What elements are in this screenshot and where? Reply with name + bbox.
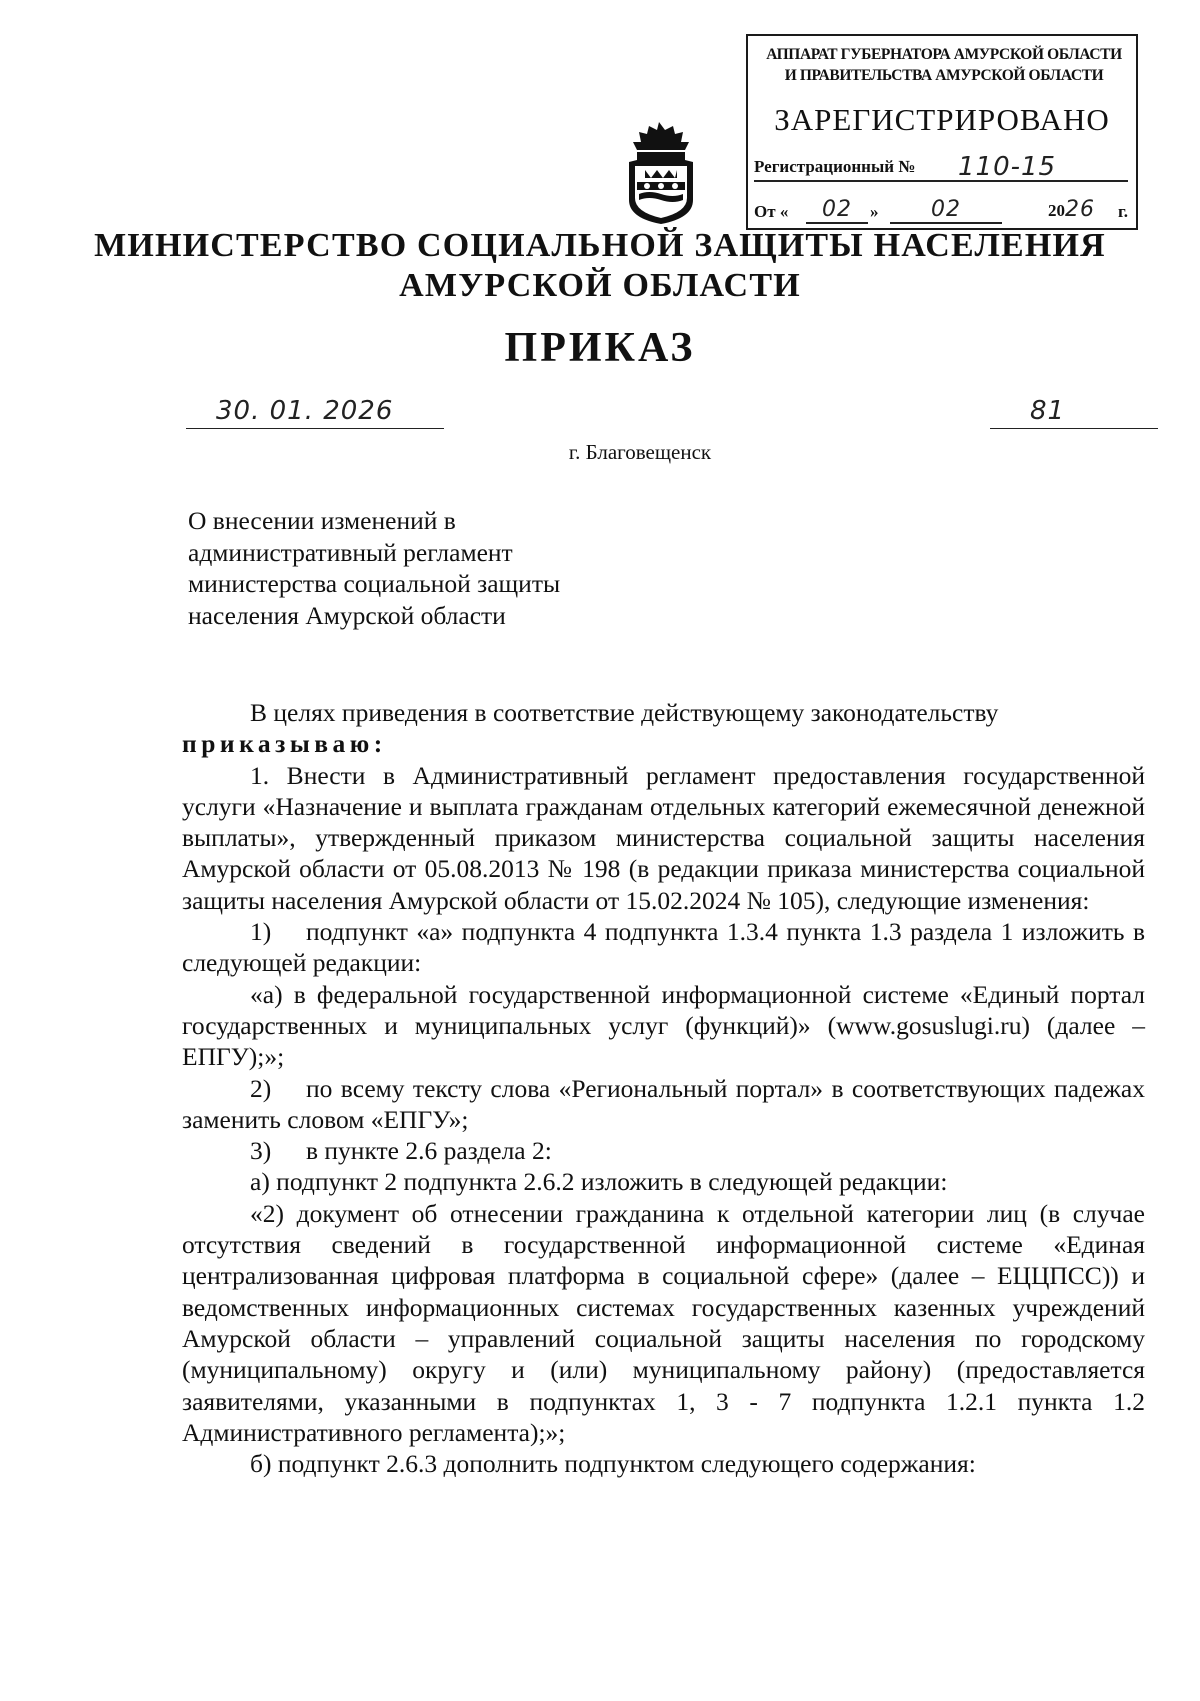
stamp-year-prefix: 20	[1048, 201, 1065, 220]
document-title: ПРИКАЗ	[504, 325, 696, 371]
stamp-date-year	[1048, 197, 1095, 222]
stamp-date-day: 02	[806, 197, 868, 224]
order-body	[182, 697, 1145, 1479]
item-2-number: 2)	[250, 1073, 272, 1103]
coat-of-arms-icon	[617, 120, 701, 226]
order-word: приказываю:	[182, 729, 387, 759]
stamp-reg-number-handwritten: 110-15	[958, 152, 1057, 182]
stamp-registered-label: ЗАРЕГИСТРИРОВАНО	[774, 102, 1110, 137]
stamp-date-quote: »	[870, 202, 879, 221]
stamp-date-g: г.	[1117, 202, 1128, 221]
subject-line3: министерства социальной защиты	[188, 569, 561, 598]
stamp-date-prefix: От «	[754, 202, 789, 221]
stamp-year-suffix: 26	[1065, 197, 1095, 222]
paragraph-1: 1. Внести в Административный регламент предоставления государственной услуги «Назначение и выплата гражданам отдельных категорий ежемесячной денежной выплаты», утвержденный приказом министерства социальной защиты населения Амурской области от 05.08.2013 № 198 (в редакции приказа министерства социальной защиты населения Амурской области от 15.02.2024 № 105), следующие изменения:	[182, 760, 1145, 915]
order-date-field	[186, 398, 444, 429]
subject-line1: О внесении изменений в	[188, 506, 456, 535]
intro-paragraph: В целях приведения в соответствие действующему законодательству	[250, 698, 999, 727]
ministry-name	[0, 226, 1200, 306]
stamp-org-line2: И ПРАВИТЕЛЬСТВА АМУРСКОЙ ОБЛАСТИ	[784, 67, 1104, 84]
subject-line4: населения Амурской области	[188, 600, 506, 630]
item-3b: б) подпункт 2.6.3 дополнить подпунктом следующего содержания:	[250, 1449, 976, 1479]
order-number-handwritten: 81	[1030, 396, 1066, 426]
order-date-handwritten: 30. 01. 2026	[216, 396, 394, 426]
item-1-quote: «а) в федеральной государственной информационной системе «Единый портал государственных и муниципальных услуг (функций)» (www.gosuslugi.ru) (далее – ЕПГУ);»;	[182, 979, 1145, 1072]
stamp-reg-number-label: Регистрационный №	[754, 157, 916, 176]
item-1	[182, 916, 1145, 979]
stamp-date-month: 02	[890, 197, 1002, 224]
item-3a: а) подпункт 2 подпункта 2.6.2 изложить в следующей редакции:	[250, 1167, 948, 1197]
item-1-number: 1)	[250, 917, 272, 947]
stamp-organization	[758, 44, 1130, 86]
item-3-number: 3)	[250, 1136, 272, 1166]
city-name: г. Благовещенск	[568, 440, 712, 464]
ministry-name-line2: АМУРСКОЙ ОБЛАСТИ	[399, 267, 801, 304]
item-3a-quote: «2) документ об отнесении гражданина к отдельной категории лиц (в случае отсутствия сведений в государственной информационной системе «Единая централизованная цифровая платформа в социальной сфере» (далее – ЕЦЦПСС)) и ведомственных информационных системах государственных казенных учреждений Амурской области – управлений социальной защиты населения по городскому (муниципальному) округу и (или) муниципальному району) (предоставляется заявителями, указанными в подпунктах 1, 3 - 7 подпункта 1.2.1 пункта 1.2 Административного регламента);»;	[182, 1198, 1145, 1447]
registration-stamp	[746, 34, 1138, 230]
item-2-text: по всему тексту слова «Региональный портал» в соответствующих падежах заменить словом «ЕПГУ»;	[182, 1073, 1145, 1134]
item-1-text: подпункт «а» подпункта 4 подпункта 1.3.4 пункта 1.3 раздела 1 изложить в следующей редакции:	[182, 917, 1145, 978]
subject-line2: административный регламент	[188, 537, 513, 567]
ministry-name-line1: МИНИСТЕРСТВО СОЦИАЛЬНОЙ ЗАЩИТЫ НАСЕЛЕНИЯ	[94, 227, 1106, 264]
item-3	[182, 1135, 1145, 1166]
stamp-date-row	[754, 192, 1128, 226]
order-subject	[188, 505, 648, 631]
item-2	[182, 1073, 1145, 1136]
stamp-registration-number-row	[754, 148, 1128, 182]
item-3-text: в пункте 2.6 раздела 2:	[306, 1136, 552, 1166]
stamp-org-line1: АППАРАТ ГУБЕРНАТОРА АМУРСКОЙ ОБЛАСТИ	[766, 46, 1122, 63]
order-number-field	[990, 398, 1158, 429]
